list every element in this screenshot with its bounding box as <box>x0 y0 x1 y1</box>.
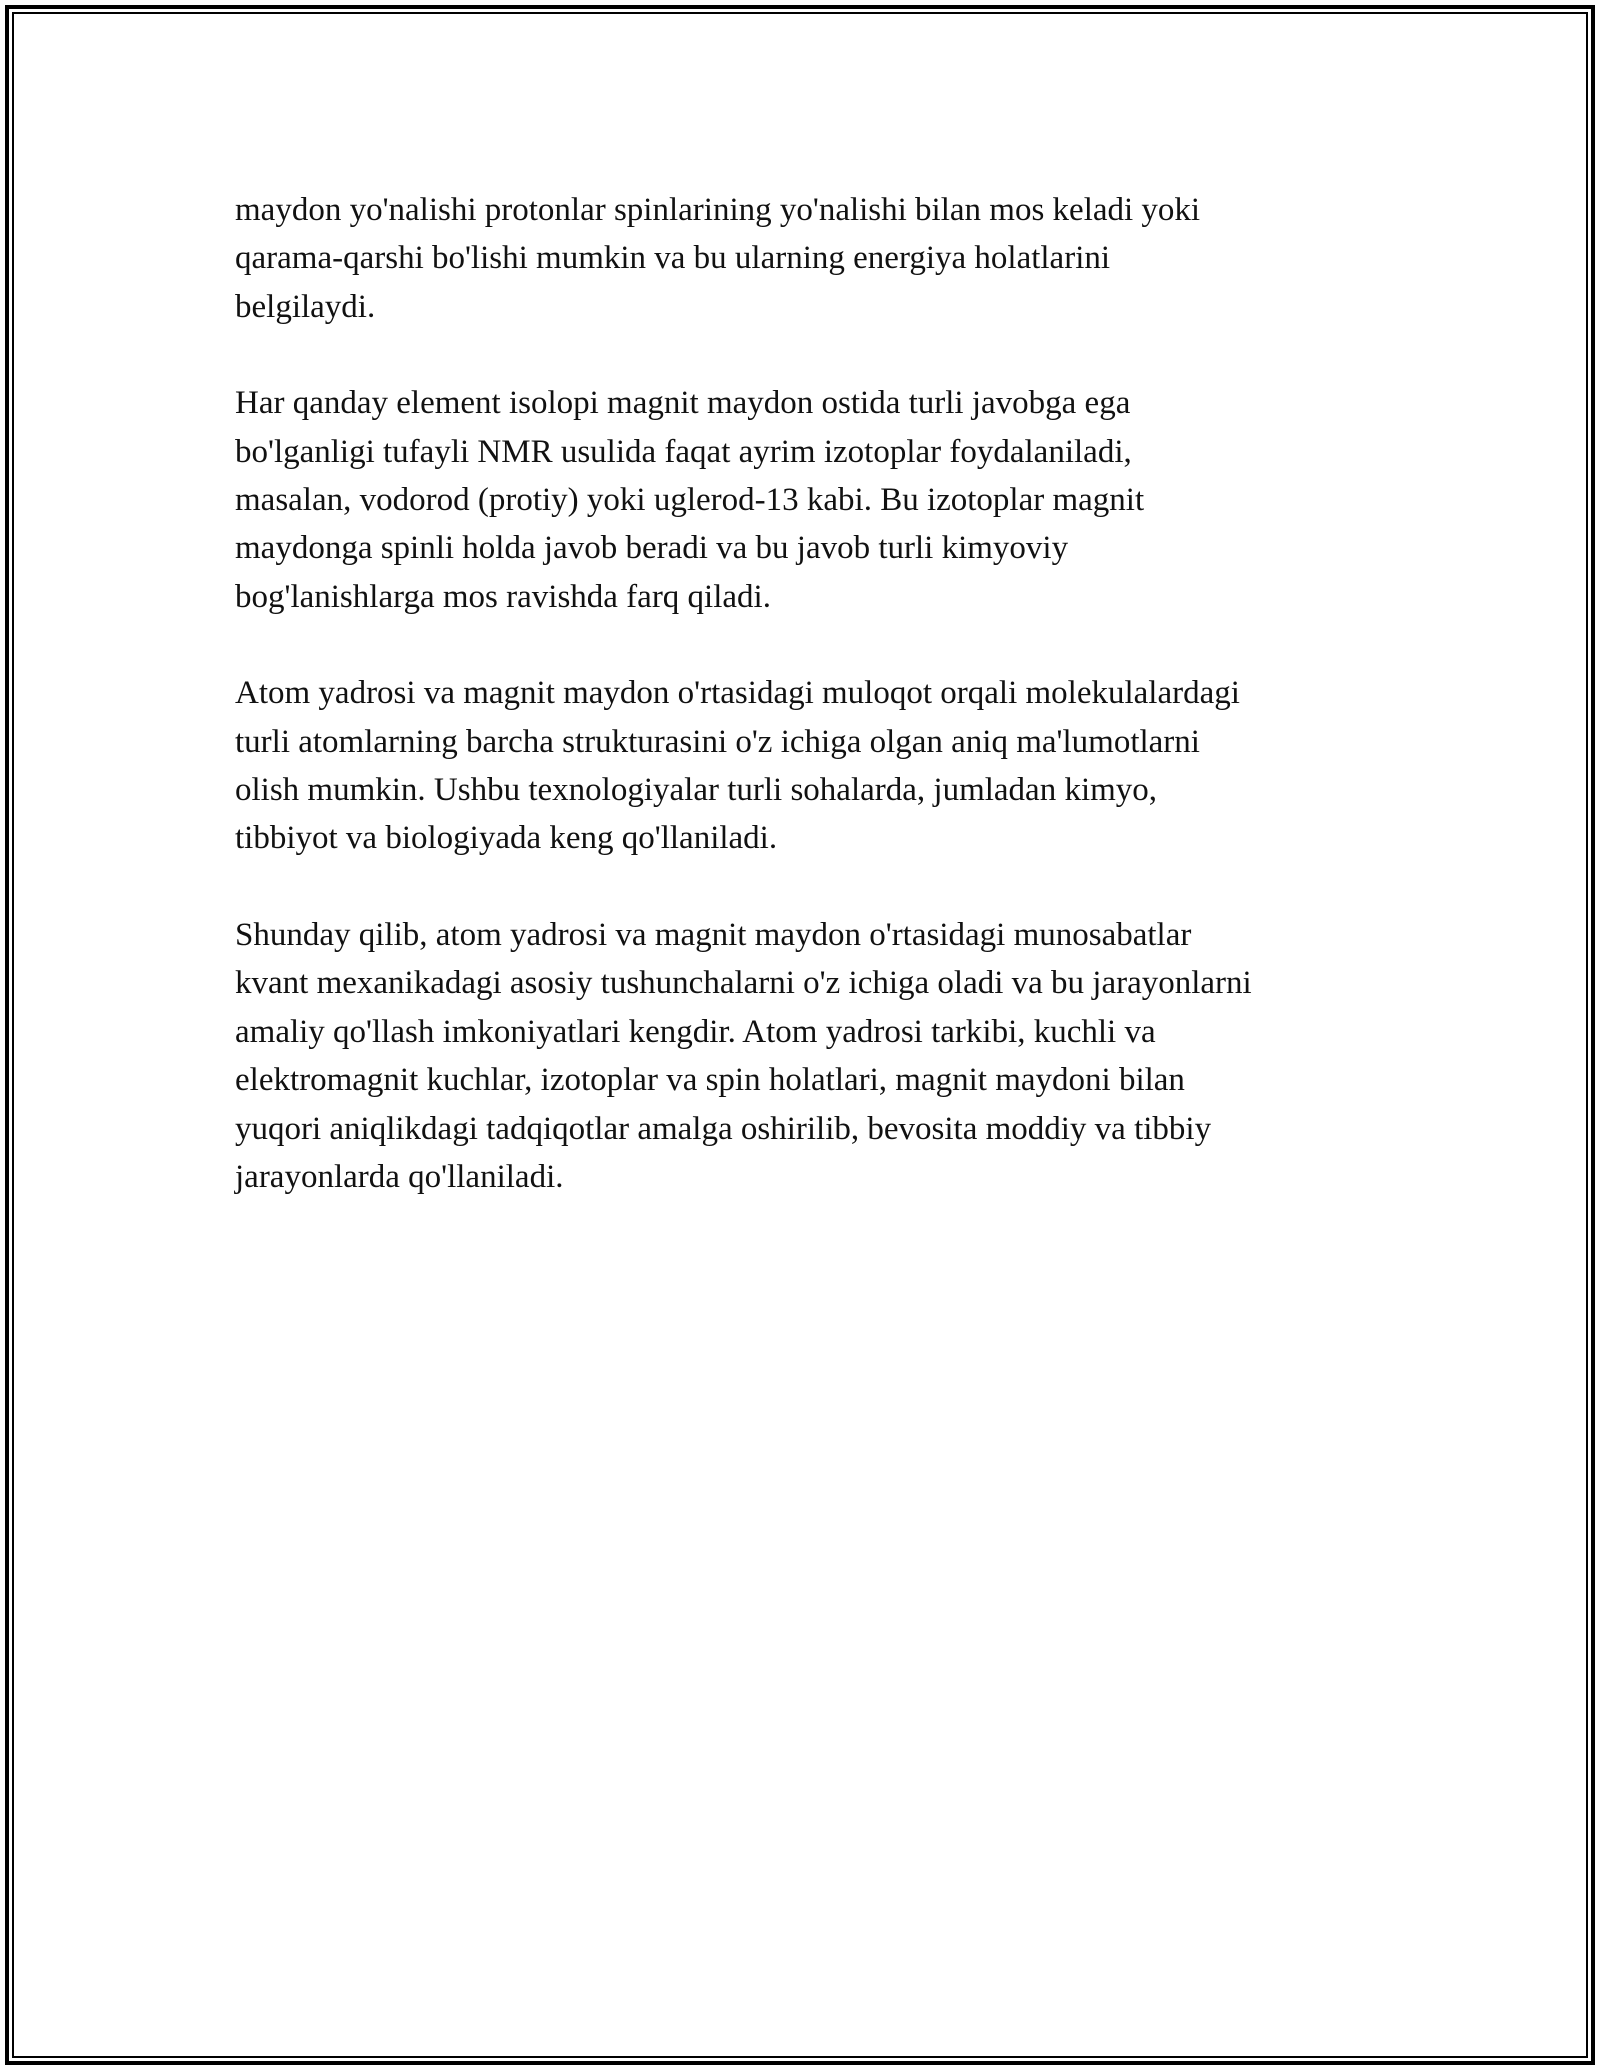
paragraph-line: tibbiyot va biologiyada keng qo'llaniladi. <box>235 820 778 857</box>
paragraph-line: jarayonlarda qo'llaniladi. <box>235 1158 564 1195</box>
paragraph-line: kvant mexanikadagi asosiy tushunchalarni o'z ichiga oladi va bu jarayonlarni <box>235 965 1252 1002</box>
paragraph-line: bo'lganligi tufayli NMR usulida faqat ayrim izotoplar foydalaniladi, <box>235 433 1132 470</box>
paragraph-2 <box>235 379 1375 621</box>
paragraph-line: elektromagnit kuchlar, izotoplar va spin holatlari, magnit maydoni bilan <box>235 1062 1185 1099</box>
paragraph-line: belgilaydi. <box>235 288 376 325</box>
paragraph-line: maydon yo'nalishi protonlar spinlarining yo'nalishi bilan mos keladi yoki <box>235 192 1201 228</box>
paragraph-1 <box>235 186 1375 331</box>
paragraph-line: Shunday qilib, atom yadrosi va magnit maydon o'rtasidagi munosabatlar <box>235 916 1192 953</box>
paragraph-3 <box>235 669 1375 863</box>
paragraph-line: turli atomlarning barcha strukturasini o'z ichiga olgan aniq ma'lumotlarni <box>235 723 1200 760</box>
document-body <box>235 186 1375 1249</box>
paragraph-line: maydonga spinli holda javob beradi va bu javob turli kimyoviy <box>235 530 1069 567</box>
paragraph-line: bog'lanishlarga mos ravishda farq qiladi. <box>235 578 771 615</box>
paragraph-line: yuqori aniqlikdagi tadqiqotlar amalga oshirilib, bevosita moddiy va tibbiy <box>235 1110 1212 1147</box>
paragraph-line: masalan, vodorod (protiy) yoki uglerod-13 kabi. Bu izotoplar magnit <box>235 482 1145 519</box>
paragraph-line: amaliy qo'llash imkoniyatlari kengdir. Atom yadrosi tarkibi, kuchli va <box>235 1013 1156 1050</box>
paragraph-line: qarama-qarshi bo'lishi mumkin va bu ularning energiya holatlarini <box>235 240 1111 277</box>
paragraph-line: olish mumkin. Ushbu texnologiyalar turli sohalarda, jumladan kimyo, <box>235 772 1158 809</box>
paragraph-4 <box>235 911 1375 1201</box>
paragraph-line: Har qanday element isolopi magnit maydon ostida turli javobga ega <box>235 385 1131 422</box>
paragraph-line: Atom yadrosi va magnit maydon o'rtasidagi muloqot orqali molekulalardagi <box>235 675 1240 712</box>
